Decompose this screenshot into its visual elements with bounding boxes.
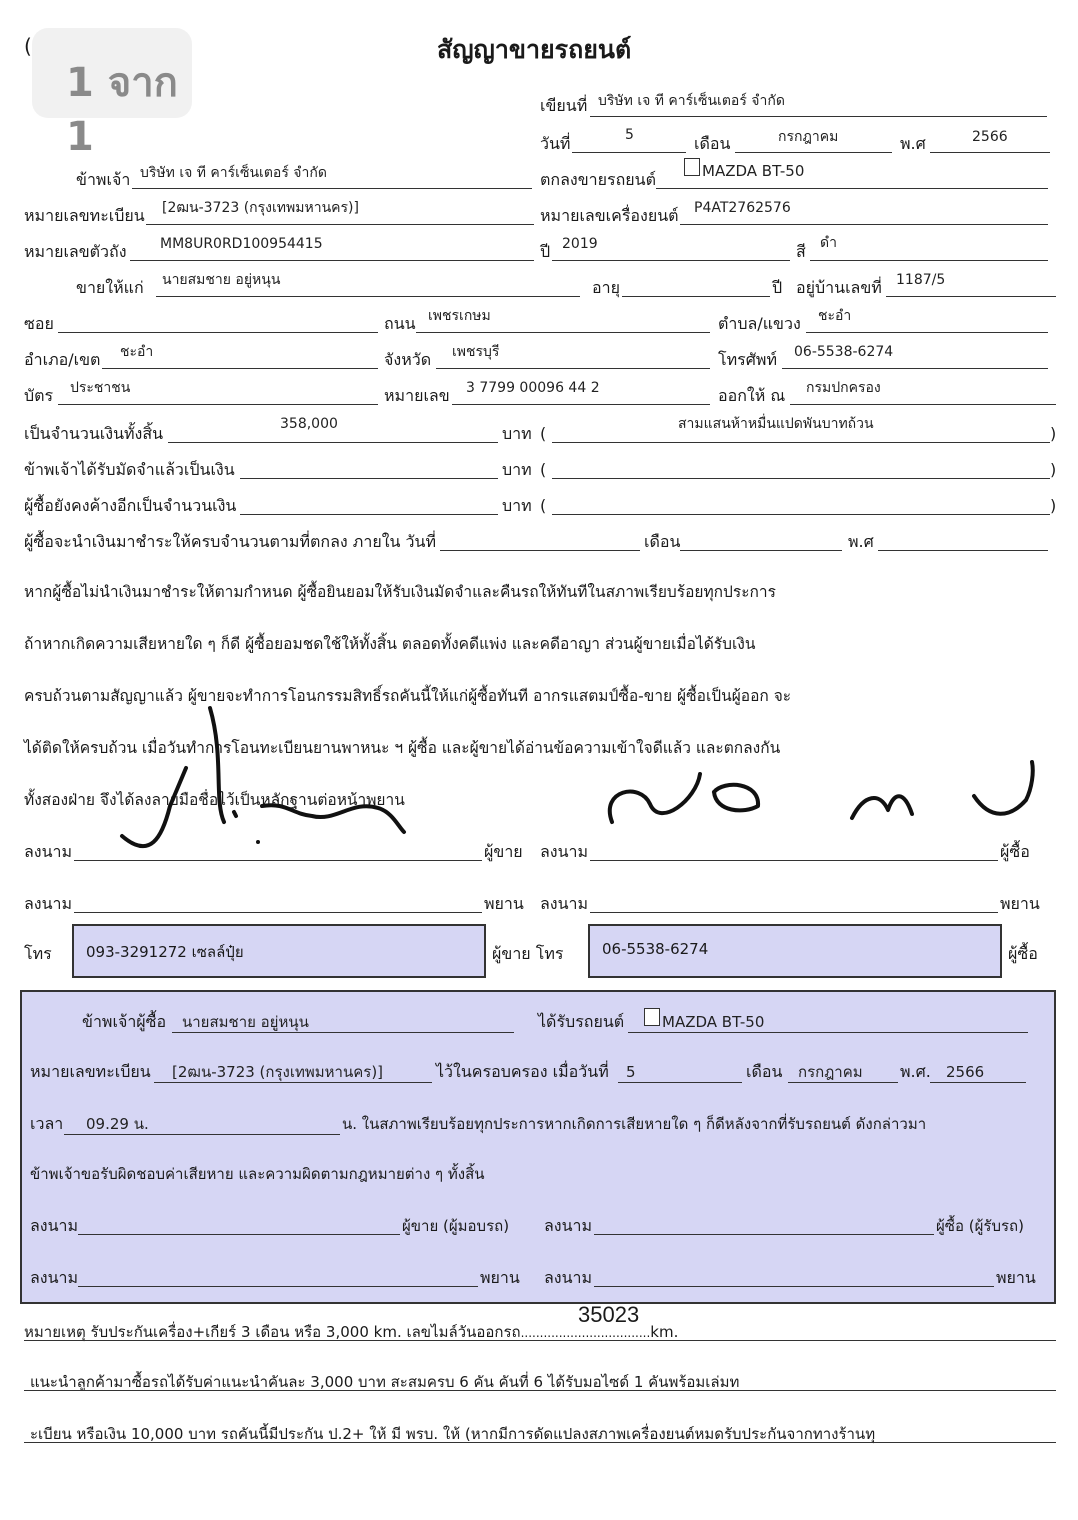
terms-line-4: ได้ติดให้ครบถ้วน เมื่อวันทำการโอนทะเบียนยานพาหนะ ฯ ผู้ซื้อ และผู้ขายได้อ่านข้อความเข้าใจดีแล้ว และตกลงกัน xyxy=(24,739,781,757)
date-label: วันที่ xyxy=(540,134,571,153)
date-year: 2566 xyxy=(972,129,1008,145)
seller-signature-stroke xyxy=(122,768,186,846)
witness2-role-label: พยาน xyxy=(1000,894,1040,913)
age-unit: ปี xyxy=(772,278,783,297)
page-indicator-text: 1 จาก 1 xyxy=(66,60,178,160)
deposit-paren-open: ( xyxy=(540,460,547,479)
car-year-value: 2019 xyxy=(562,236,598,252)
receipt-seller-sign-label: ลงนาม xyxy=(30,1216,79,1235)
deposit-paren-close: ) xyxy=(1050,460,1057,479)
date-day: 5 xyxy=(625,127,634,143)
house-no-label: อยู่บ้านเลขที่ xyxy=(796,278,882,297)
date-month: กรกฎาคม xyxy=(778,129,839,145)
color-label: สี xyxy=(796,242,806,261)
total-label: เป็นจำนวนเงินทั้งสิ้น xyxy=(24,424,164,443)
receipt-model: MAZDA BT-50 xyxy=(662,1013,765,1031)
buyer-signature-stroke xyxy=(714,785,758,811)
agree-sell-label: ตกลงขายรถยนต์ xyxy=(540,170,656,189)
receipt-month: กรกฎาคม xyxy=(798,1063,863,1081)
witness1-sign-label: ลงนาม xyxy=(24,894,73,913)
buyer-role-label: ผู้ซื้อ xyxy=(1000,842,1030,861)
car-year-label: ปี xyxy=(540,242,551,261)
seller-sign-label: ลงนาม xyxy=(24,842,73,861)
witness1-role-label: พยาน xyxy=(484,894,524,913)
terms-line-5: ทั้งสองฝ่าย จึงได้ลงลายมือชื่อไว้เป็นหลักฐานต่อหน้าพยาน xyxy=(24,791,405,809)
engine-no-label: หมายเลขเครื่องยนต์ xyxy=(540,206,679,225)
receipt-buyer-label: ข้าพเจ้าผู้ซื้อ xyxy=(82,1012,167,1031)
receipt-witness1-role: พยาน xyxy=(480,1268,520,1287)
receipt-day: 5 xyxy=(626,1063,636,1081)
seller-signature-stroke xyxy=(210,708,224,822)
chassis-label: หมายเลขตัวถัง xyxy=(24,242,127,261)
card-no-value: 3 7799 00096 44 2 xyxy=(466,380,600,396)
receipt-possession-label: ไว้ในครอบครอง เมื่อวันที่ xyxy=(436,1062,609,1081)
sold-to-label: ขายให้แก่ xyxy=(76,278,144,297)
deposit-label: ข้าพเจ้าได้รับมัดจำแล้วเป็นเงิน xyxy=(24,460,235,479)
seller-phone-value: 093-3291272 เซลล์ปุ๋ย xyxy=(86,943,244,961)
total-value: 358,000 xyxy=(280,416,338,432)
buyer-signature-stroke xyxy=(852,796,912,818)
buyer-signature-stroke xyxy=(974,762,1033,814)
total-paren-open: ( xyxy=(540,424,547,443)
receipt-witness2-role: พยาน xyxy=(996,1268,1036,1287)
remaining-label: ผู้ซื้อยังคงค้างอีกเป็นจำนวนเงิน xyxy=(24,496,237,515)
district-label: อำเภอ/เขต xyxy=(24,350,101,369)
seller-signature-stroke xyxy=(262,805,404,832)
registration-value: [2ฒน-3723 (กรุงเทพมหานคร)] xyxy=(162,200,359,216)
mileage-value: 35023 xyxy=(578,1302,640,1327)
seller-value: บริษัท เจ ที คาร์เซ็นเตอร์ จำกัด xyxy=(140,165,327,181)
subdistrict-value: ชะอำ xyxy=(818,308,852,324)
house-no-value: 1187/5 xyxy=(896,272,946,288)
buyer-sign-label: ลงนาม xyxy=(540,842,589,861)
road-label: ถนน xyxy=(384,314,416,333)
terms-line-3: ครบถ้วนตามสัญญาแล้ว ผู้ขายจะทำการโอนกรรมสิทธิ์รถคันนี้ให้แก่ผู้ซื้อทันที อากรแสตมป์ซื้อ-ขาย ผู้ซื้อเป็นผู้ออก จะ xyxy=(24,687,792,705)
card-no-label: หมายเลข xyxy=(384,386,450,405)
remaining-paren-close: ) xyxy=(1050,496,1057,515)
due-month-label: เดือน xyxy=(644,532,681,551)
receipt-time-label: เวลา xyxy=(30,1114,64,1133)
terms-line-2: ถ้าหากเกิดความเสียหายใด ๆ ก็ดี ผู้ซื้อยอมชดใช้ให้ทั้งสิ้น ตลอดทั้งคดีแพ่ง และคดีอาญา ส่วนผู้ขายเมื่อได้รับเงิน xyxy=(24,635,756,653)
card-value: ประชาชน xyxy=(70,380,131,396)
total-baht-label: บาท xyxy=(502,424,532,443)
notes-line-2: แนะนำลูกค้ามาซื้อรถได้รับค่าแนะนำคันละ 3,000 บาท สะสมครบ 6 คัน คันที่ 6 ได้รับมอไซด์ 1 คันพร้อมเล่มท xyxy=(30,1373,740,1391)
seller-role-label: ผู้ขาย xyxy=(484,842,523,861)
document-title: สัญญาขายรถยนต์ xyxy=(437,35,632,64)
notes-line-1-prefix: หมายเหตุ รับประกันเครื่อง+เกียร์ 3 เดือน หรือ 3,000 km. เลขไมล์วันออกรถ xyxy=(24,1323,521,1341)
province-value: เพชรบุรี xyxy=(452,344,500,360)
phone-value: 06-5538-6274 xyxy=(794,344,894,360)
receipt-reg-label: หมายเลขทะเบียน xyxy=(30,1062,151,1081)
seller-signature-dot xyxy=(256,840,260,844)
month-label: เดือน xyxy=(694,134,731,153)
notes-line-3: ะเบียน หรือเงิน 10,000 บาท รถคันนี้มีประกัน ป.2+ ให้ มี พรบ. ให้ (หากมีการดัดแปลงสภาพเครื่องยนต์หมดรับประกันจากทางร้านทุ xyxy=(30,1425,876,1443)
notes-line-1-suffix: km. xyxy=(650,1323,679,1341)
receipt-time: 09.29 น. xyxy=(86,1115,149,1133)
province-label: จังหวัด xyxy=(384,350,432,369)
receipt-witness1-sign-label: ลงนาม xyxy=(30,1268,79,1287)
color-value: ดำ xyxy=(820,235,837,251)
terms-line-1: หากผู้ซื้อไม่นำเงินมาชำระให้ตามกำหนด ผู้ซื้อยินยอมให้รับเงินมัดจำและคืนรถให้ทันทีในสภาพเรียบร้อยทุกประการ xyxy=(24,583,776,601)
receipt-buyer-sign-label: ลงนาม xyxy=(544,1216,593,1235)
due-year-label: พ.ศ xyxy=(848,532,874,551)
car-model: MAZDA BT-50 xyxy=(702,162,805,180)
buyer-signature-stroke xyxy=(610,774,700,822)
buyer-tel-role: ผู้ซื้อ xyxy=(1008,944,1038,963)
remaining-baht-label: บาท xyxy=(502,496,532,515)
chassis-value: MM8UR0RD100954415 xyxy=(160,236,323,252)
road-value: เพชรเกษม xyxy=(428,308,491,324)
seller-signature-stroke xyxy=(234,812,236,816)
receipt-witness2-sign-label: ลงนาม xyxy=(544,1268,593,1287)
receipt-liability: ข้าพเจ้าขอรับผิดชอบค่าเสียหาย และความผิดตามกฎหมายต่าง ๆ ทั้งสิ้น xyxy=(30,1165,485,1183)
subdistrict-label: ตำบล/แขวง xyxy=(718,314,801,333)
total-words: สามแสนห้าหมื่นแปดพันบาทถ้วน xyxy=(678,416,874,432)
age-label: อายุ xyxy=(592,278,620,297)
buyer-phone-value: 06-5538-6274 xyxy=(602,940,709,958)
written-at-label: เขียนที่ xyxy=(540,96,588,115)
issued-by-label: ออกให้ ณ xyxy=(718,386,786,405)
receipt-reg-value: [2ฒน-3723 (กรุงเทพมหานคร)] xyxy=(172,1063,384,1081)
receipt-year-label: พ.ศ. xyxy=(900,1062,931,1081)
registration-label: หมายเลขทะเบียน xyxy=(24,206,145,225)
issued-by-value: กรมปกครอง xyxy=(806,380,881,396)
total-paren-close: ) xyxy=(1050,424,1057,443)
phone-label: โทรศัพท์ xyxy=(718,350,777,369)
remaining-paren-open: ( xyxy=(540,496,547,515)
receipt-buyer-role: ผู้ซื้อ (ผู้รับรถ) xyxy=(936,1217,1024,1235)
deposit-baht-label: บาท xyxy=(502,460,532,479)
notes-line-1-dots: .................................. xyxy=(520,1326,651,1340)
engine-no-value: P4AT2762576 xyxy=(694,200,791,216)
receipt-time-cont: น. ในสภาพเรียบร้อยทุกประการหากเกิดการเสียหายใด ๆ ก็ดีหลังจากที่รับรถยนต์ ดังกล่าวมา xyxy=(342,1115,927,1133)
card-label: บัตร xyxy=(24,386,54,405)
soi-label: ซอย xyxy=(24,314,54,333)
receipt-seller-role: ผู้ขาย (ผู้มอบรถ) xyxy=(402,1217,510,1235)
receipt-year: 2566 xyxy=(946,1063,985,1081)
witness2-sign-label: ลงนาม xyxy=(540,894,589,913)
buyer-name: นายสมชาย อยู่หนุน xyxy=(162,272,281,288)
district-value: ชะอำ xyxy=(120,344,154,360)
tel-label: โทร xyxy=(24,944,52,963)
written-at-value: บริษัท เจ ที คาร์เซ็นเตอร์ จำกัด xyxy=(598,93,785,109)
year-label: พ.ศ xyxy=(900,134,926,153)
due-date-label: ผู้ซื้อจะนำเงินมาชำระให้ครบจำนวนตามที่ตกลง ภายใน วันที่ xyxy=(24,532,437,551)
paren-fragment: ( xyxy=(24,34,32,58)
receipt-buyer-name: นายสมชาย อยู่หนุน xyxy=(182,1013,309,1031)
seller-label: ข้าพเจ้า xyxy=(76,170,131,189)
receipt-month-label: เดือน xyxy=(746,1062,783,1081)
seller-tel-label: ผู้ขาย โทร xyxy=(492,944,564,963)
receipt-received-label: ได้รับรถยนต์ xyxy=(538,1012,625,1031)
